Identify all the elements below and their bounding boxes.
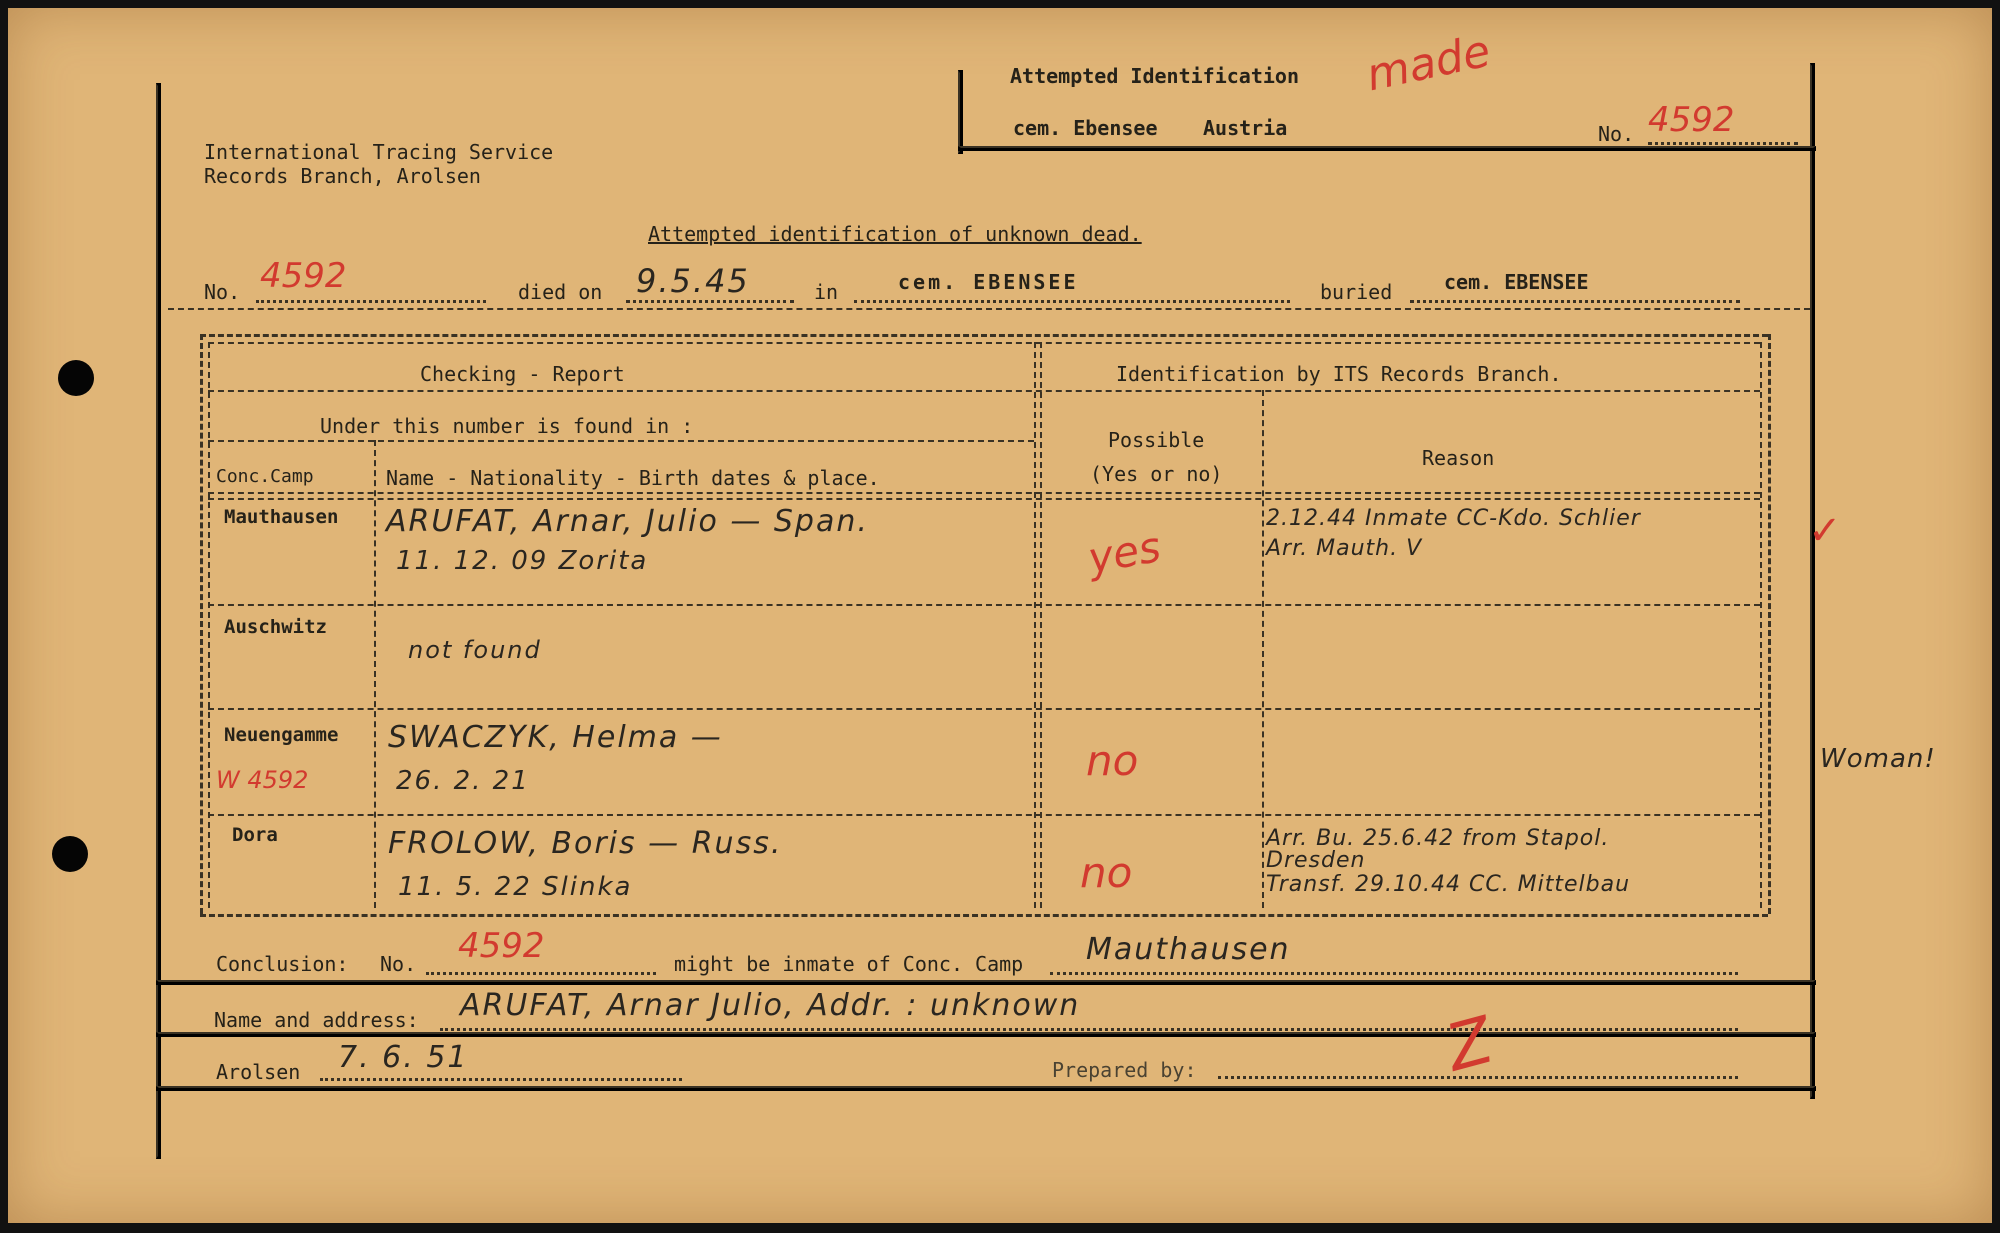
conclusion-no-value: 4592 — [458, 926, 545, 966]
buried-label: buried — [1320, 280, 1393, 304]
header-box-left — [958, 70, 963, 154]
conclusion-no-label: No. — [380, 952, 417, 976]
table-left-inner — [208, 342, 210, 908]
name-address-label: Name and address: — [214, 1008, 419, 1032]
header-no-label: No. — [1598, 122, 1635, 146]
row-4-reason-line2: Dresden — [1266, 848, 1366, 873]
conclusion-camp-value: Mauthausen — [1086, 932, 1291, 967]
table-header-rule-3b — [208, 498, 1760, 500]
record-rule — [168, 308, 1810, 310]
buried-dots — [1410, 300, 1740, 303]
row-1-reason-line2: Arr. Mauth. V — [1266, 536, 1423, 561]
punch-hole-top — [58, 360, 94, 396]
table-row-rule-3 — [208, 814, 1760, 816]
buried-value: cem. EBENSEE — [1444, 270, 1589, 294]
table-right — [1768, 334, 1771, 914]
row-1-name-line2: 11. 12. 09 Zorita — [396, 546, 649, 576]
table-top-inner — [208, 342, 1760, 344]
row-1-possible: yes — [1084, 522, 1165, 583]
table-header-rule-1 — [208, 390, 1760, 392]
margin-check-mark: ✓ — [1808, 508, 1842, 554]
record-no-value: 4592 — [260, 256, 347, 296]
table-middle-divider-2 — [1040, 342, 1042, 908]
org-line-2: Records Branch, Arolsen — [204, 164, 481, 188]
record-no-dots — [256, 300, 486, 303]
row-2-name-line1: not found — [408, 636, 542, 664]
conclusion-no-dots — [426, 972, 656, 975]
conclusion-label: Conclusion: — [216, 952, 349, 976]
row-3-name-line1: SWACZYK, Helma — — [388, 720, 723, 755]
row-2-camp: Auschwitz — [224, 616, 327, 638]
page-title: Attempted identification of unknown dead. — [648, 222, 1142, 246]
index-card — [8, 8, 1992, 1223]
conclusion-text: might be inmate of Conc. Camp — [674, 952, 1024, 976]
in-label: in — [814, 280, 839, 304]
row-3-possible: no — [1086, 736, 1139, 785]
record-no-label: No. — [204, 280, 241, 304]
table-bottom — [200, 914, 1768, 917]
conclusion-camp-dots — [1050, 972, 1738, 975]
prepared-initials: Z — [1439, 1003, 1501, 1087]
table-header-rule-3 — [208, 492, 1760, 494]
footer-rule — [156, 1086, 1816, 1091]
in-dots — [854, 300, 1290, 303]
footer-date-value: 7. 6. 51 — [338, 1040, 469, 1075]
row-4-camp: Dora — [232, 824, 278, 846]
col-name-header: Name - Nationality - Birth dates & place. — [386, 466, 880, 490]
footer-place-label: Arolsen — [216, 1060, 301, 1084]
header-no-value: 4592 — [1648, 100, 1735, 140]
name-address-rule — [156, 1032, 1816, 1037]
margin-note-woman: Woman! — [1820, 744, 1936, 774]
col-possible-header-2: (Yes or no) — [1090, 462, 1223, 486]
died-dots — [626, 300, 794, 303]
col-reason-header: Reason — [1422, 446, 1495, 470]
table-camp-divider — [374, 440, 376, 908]
conclusion-rule — [156, 980, 1816, 985]
row-4-reason-line1: Arr. Bu. 25.6.42 from Stapol. — [1266, 826, 1610, 851]
col-possible-header-1: Possible — [1108, 428, 1205, 452]
died-label: died on — [518, 280, 603, 304]
header-box-bottom — [958, 146, 1816, 151]
row-4-possible: no — [1080, 848, 1133, 897]
table-row-rule-2 — [208, 708, 1760, 710]
table-right-inner — [1760, 342, 1762, 908]
org-line-1: International Tracing Service — [204, 140, 554, 164]
prepared-by-label: Prepared by: — [1052, 1058, 1197, 1082]
row-1-camp: Mauthausen — [224, 506, 339, 528]
header-location: cem. Ebensee — [1013, 116, 1158, 140]
table-row-rule-1 — [208, 604, 1760, 606]
checking-report-header: Checking - Report — [420, 362, 625, 386]
table-top — [200, 334, 1768, 337]
header-country: Austria — [1203, 116, 1288, 140]
table-header-rule-2 — [208, 440, 1034, 442]
footer-date-dots — [320, 1078, 682, 1081]
died-value: 9.5.45 — [636, 262, 750, 300]
attempted-identification-label: Attempted Identification — [1010, 64, 1299, 88]
table-possible-divider — [1262, 390, 1264, 908]
row-3-camp-note: W 4592 — [216, 766, 309, 794]
made-stamp: made — [1362, 25, 1495, 102]
row-4-name-line1: FROLOW, Boris — Russ. — [388, 826, 783, 861]
row-1-name-line1: ARUFAT, Arnar, Julio — Span. — [386, 504, 869, 539]
col-camp-header: Conc.Camp — [216, 466, 314, 487]
table-left — [200, 334, 203, 914]
row-3-name-line2: 26. 2. 21 — [396, 766, 530, 796]
name-address-value: ARUFAT, Arnar Julio, Addr. : unknown — [460, 988, 1081, 1023]
row-3-camp: Neuengamme — [224, 724, 339, 746]
punch-hole-bottom — [52, 836, 88, 872]
row-1-reason-line1: 2.12.44 Inmate CC-Kdo. Schlier — [1266, 506, 1641, 531]
table-middle-divider — [1034, 342, 1036, 908]
identification-header: Identification by ITS Records Branch. — [1116, 362, 1562, 386]
name-address-dots — [440, 1028, 1738, 1031]
row-4-name-line2: 11. 5. 22 Slinka — [398, 872, 633, 902]
header-no-dots — [1648, 142, 1798, 145]
right-margin-line — [1810, 63, 1815, 1099]
under-number-header: Under this number is found in : — [320, 414, 694, 438]
in-value: cem. EBENSEE — [898, 270, 1079, 294]
left-margin-line — [156, 83, 161, 1159]
row-4-reason-line3: Transf. 29.10.44 CC. Mittelbau — [1266, 872, 1631, 897]
